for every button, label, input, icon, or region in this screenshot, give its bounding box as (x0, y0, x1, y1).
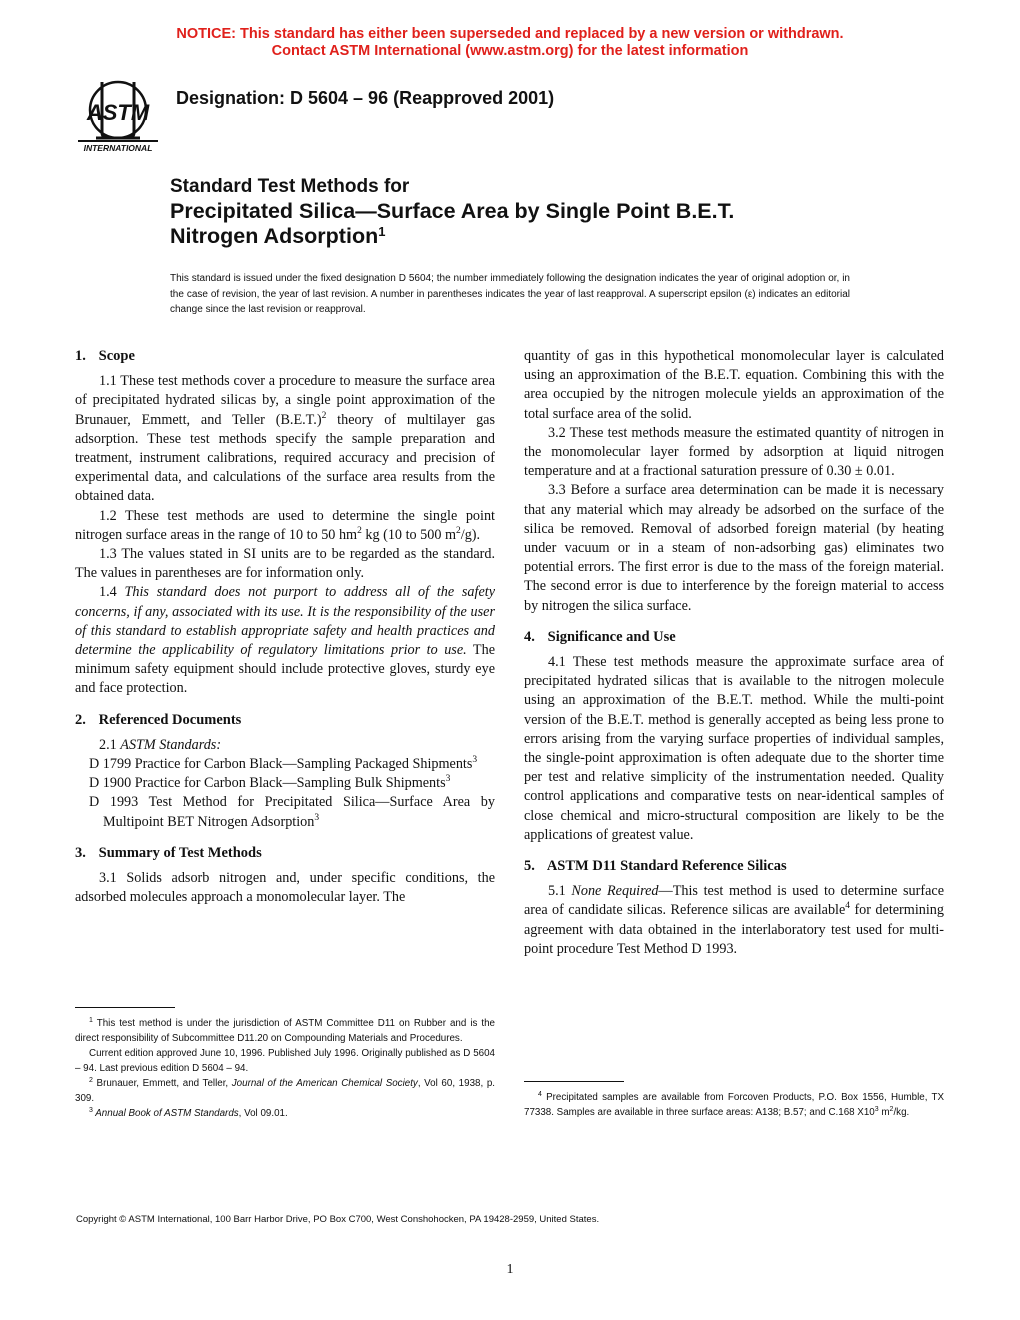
section-title: ASTM D11 Standard Reference Silicas (546, 858, 787, 875)
footnote-divider (524, 1081, 624, 1082)
italic-text: Journal of the American Chemical Society (231, 1078, 418, 1089)
footnote-ref: 3 (445, 774, 451, 785)
text: /g). (460, 526, 481, 543)
notice-line-2: Contact ASTM International (www.astm.org) for the latest information (271, 43, 749, 59)
text: /kg. (893, 1107, 910, 1118)
title-line-3-text: Nitrogen Adsorption (170, 224, 379, 248)
withdrawal-notice (0, 26, 1020, 60)
text: for determining agreement with data obtained in the interlaboratory test used for multi-point procedure Test Method D 1993. (524, 902, 944, 957)
issuance-statement: This standard is issued under the fixed designation D 5604; the number immediately following the designation indicates the year of original adoption or, in the case of revision, the year of last revision. A number in parentheses indicates the year of last reapproval. A superscript epsilon (ε) indicates an editorial change since the last revision or reapproval. (170, 273, 850, 315)
section-4-heading (524, 628, 944, 647)
reference-d1993 (75, 793, 495, 831)
superscript: 2 (357, 525, 362, 536)
paragraph-1-3: 1.3 The values stated in SI units are to be regarded as the standard. The values in parentheses are for information only. (75, 546, 495, 582)
right-footnotes (524, 1090, 944, 1120)
text: , Vol 60, 1938, p. 309. (75, 1078, 495, 1104)
footnote-1-continued: Current edition approved June 10, 1996. Published July 1996. Originally published as D 5604 – 94. Last previous edition D 5604 – 94. (75, 1048, 495, 1074)
footnote-2 (75, 1076, 495, 1106)
section-3-heading (75, 844, 495, 863)
left-footnotes (75, 1016, 495, 1121)
right-column (524, 347, 944, 959)
text: The minimum safety equipment should include protective gloves, sturdy eye and face protection. (75, 642, 495, 697)
paragraph-3-2: 3.2 These test methods measure the estimated quantity of nitrogen in the monomolecular layer formed by adsorption at liquid nitrogen temperature and at a fractional saturation pressure of 0.30 ± 0.01. (524, 424, 944, 480)
logo-text: ASTM (86, 100, 150, 125)
footnote-3 (75, 1106, 495, 1121)
footnote-ref: 4 (845, 901, 851, 912)
section-number: 5. (524, 858, 535, 875)
footnote-ref: 2 (321, 410, 327, 421)
copyright-notice: Copyright © ASTM International, 100 Barr Harbor Drive, PO Box C700, West Conshohocken, PA 19428-2959, United States. (76, 1214, 600, 1225)
text: D 1799 Practice for Carbon Black—Sampling Packaged Shipments (89, 756, 473, 773)
reference-d1799 (75, 755, 495, 774)
italic-text: Annual Book of ASTM Standards (92, 1108, 239, 1119)
section-number: 2. (75, 711, 86, 728)
footnote-divider (75, 1007, 175, 1008)
section-title: Summary of Test Methods (98, 844, 262, 861)
designation: Designation: D 5604 – 96 (Reapproved 2001) (176, 88, 555, 108)
italic-text: None Required (571, 883, 659, 900)
paragraph-1-2 (75, 507, 495, 545)
section-number: 4. (524, 628, 535, 645)
section-title: Significance and Use (547, 628, 676, 645)
title-line-1: Standard Test Methods for (170, 176, 410, 197)
footnote-number: 1 (89, 1017, 93, 1024)
section-number: 3. (75, 844, 86, 861)
title-footnote-ref: 1 (378, 224, 386, 239)
text: D 1993 Test Method for Precipitated Silica—Surface Area by Multipoint BET Nitrogen Adsorption (89, 794, 495, 830)
section-1-heading (75, 347, 495, 366)
footnote-ref: 3 (472, 755, 478, 766)
title-line-3 (170, 224, 930, 249)
text: 2.1 (99, 736, 121, 753)
text: m (878, 1107, 890, 1118)
footnote-4 (524, 1090, 944, 1120)
paragraph-1-1 (75, 372, 495, 506)
text: 5.1 (548, 883, 572, 900)
document-title (170, 175, 930, 249)
section-number: 1. (75, 348, 86, 364)
astm-logo-graphic (72, 76, 164, 154)
paragraph-3-1-continued: quantity of gas in this hypothetical monomolecular layer is calculated using an approximation of the B.E.T. equation. Combining this with the area occupied by the nitrogen molecule yields an approximation of the total surface area of the solid. (524, 348, 944, 422)
superscript: 2 (889, 1106, 894, 1113)
section-title: Scope (98, 348, 135, 364)
footnote-number: 4 (538, 1091, 542, 1098)
title-line-2: Precipitated Silica—Surface Area by Single Point B.E.T. (170, 199, 735, 223)
italic-text: This standard does not purport to address all of the safety concerns, if any, associated with its use. It is the responsibility of the user of this standard to establish appropriate safety and health practices and determine the applicability of regulatory limitations prior to use. (75, 584, 495, 659)
logo-subtitle: INTERNATIONAL (83, 143, 153, 153)
footnote-number: 3 (89, 1107, 93, 1114)
text: 1.1 These test methods cover a procedure to measure the surface area of precipitated hydrated silicas by, a single point approximation of the Brunauer, Emmett, and Teller (B.E.T.) (75, 373, 495, 428)
paragraph-3-3: 3.3 Before a surface area determination can be made it is necessary that any material which may already be adsorbed on the surface of the silica be removed. Removal of adsorbed foreign material (by heating under vacuum or in a steam of non-adsorbing gas) eliminates two potential errors. The first error is due to the mass of the foreign material. The second error is due to interference by the foreign material to access by nitrogen the silica surface. (524, 482, 944, 614)
reference-d1900 (75, 774, 495, 793)
paragraph-4-1: 4.1 These test methods measure the approximate surface area of precipitated hydrated silicas that is available to the nitrogen molecule using an approximation of the B.E.T. method. While the multi-point version of the B.E.T. method is generally accepted as being less prone to errors arising from the varying surface properties of individual samples, the single-point approximation is often adequate due to the shorter time per test and relative simplicity of the instrumentation needed. Quality control applications and comparative tests on near-identical samples of close chemical and micro-structural composition are likely to be the applications of greatest value. (524, 654, 944, 843)
text: theory of multilayer gas adsorption. These test methods specify the sample preparation and treatment, instrument calibrations, required accuracy and precision of experimental data, and calculations of the surface area results from the obtained data. (75, 411, 495, 505)
page-number: 1 (506, 1262, 514, 1277)
left-column (75, 347, 495, 907)
section-2-heading (75, 711, 495, 730)
astm-logo (72, 76, 164, 154)
footnote-1 (75, 1016, 495, 1046)
footnote-number: 2 (89, 1077, 93, 1084)
section-title: Referenced Documents (98, 711, 242, 728)
text: —This test method is used to determine surface area of candidate silicas. Reference silicas are available (524, 883, 944, 919)
footnote-ref: 3 (314, 812, 320, 823)
section-5-heading (524, 857, 944, 876)
text: , Vol 09.01. (238, 1108, 288, 1119)
paragraph-2-1 (75, 736, 495, 755)
superscript: 3 (874, 1106, 879, 1113)
superscript: 2 (456, 525, 461, 536)
text: Brunauer, Emmett, and Teller, (92, 1078, 232, 1089)
text: 1.2 These test methods are used to determine the single point nitrogen surface areas in the range of 10 to 50 hm (75, 507, 495, 543)
text: 1.4 (99, 584, 125, 601)
text: kg (10 to 500 m (361, 526, 457, 543)
text: Precipitated samples are available from Forcoven Products, P.O. Box 1556, Humble, TX 77338. Samples are available in three surface areas: A138; B.57; and C.168 X10 (524, 1092, 944, 1118)
paragraph-3-1: 3.1 Solids adsorb nitrogen and, under specific conditions, the adsorbed molecules approach a monomolecular layer. The (75, 870, 495, 906)
italic-text: ASTM Standards: (120, 736, 222, 753)
text: D 1900 Practice for Carbon Black—Sampling Bulk Shipments (89, 775, 446, 792)
paragraph-1-4 (75, 583, 495, 698)
text: This test method is under the jurisdiction of ASTM Committee D11 on Rubber and is the direct responsibility of Subcommittee D11.20 on Compounding Materials and Procedures. (75, 1018, 495, 1044)
notice-line-1: NOTICE: This standard has either been superseded and replaced by a new version or withdrawn. (176, 26, 844, 42)
paragraph-5-1 (524, 882, 944, 959)
